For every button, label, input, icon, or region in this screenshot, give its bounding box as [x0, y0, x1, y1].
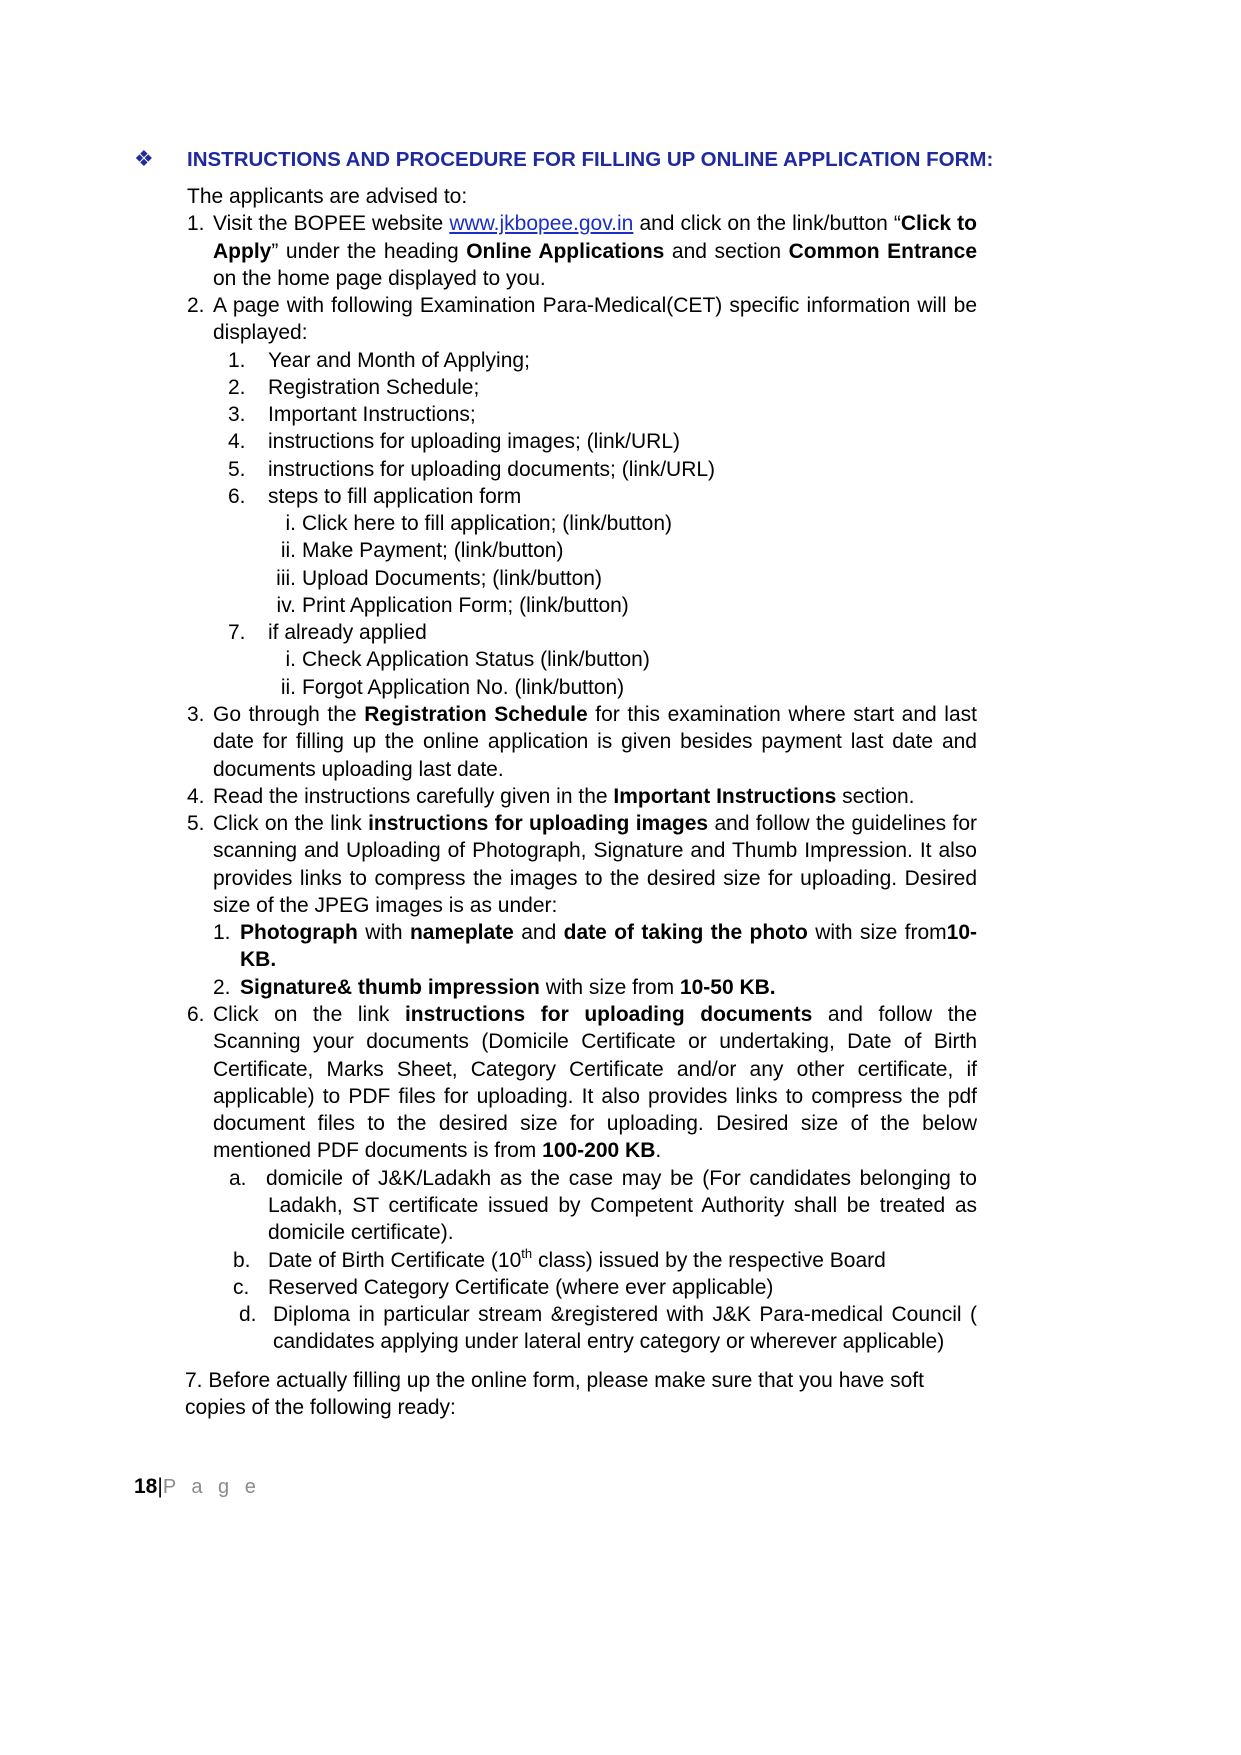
sub-item: Year and Month of Applying;: [268, 349, 530, 372]
item7-line2: copies of the following ready:: [185, 1396, 456, 1419]
sub-number: 2.: [228, 376, 246, 399]
step-item: Make Payment; (link/button): [302, 539, 564, 562]
item3-line2: date for filling up the online application is given besides payment last date and: [213, 730, 977, 753]
item5-line1: Click on the link instructions for uploading images and follow the guidelines for: [213, 812, 977, 835]
item1-line1: Visit the BOPEE website www.jkbopee.gov.in and click on the link/button “Click to: [213, 212, 977, 235]
photo-size-line2: KB.: [240, 948, 277, 971]
doc-a-line3: domicile certificate).: [268, 1221, 454, 1244]
sub-number: 7.: [228, 621, 246, 644]
item6-line6: mentioned PDF documents is from 100-200 KB.: [213, 1139, 662, 1162]
step-item: Upload Documents; (link/button): [302, 567, 602, 590]
item5-line4: size of the JPEG images is as under:: [213, 894, 558, 917]
doc-letter: a.: [229, 1167, 247, 1190]
intro-text: The applicants are advised to:: [187, 185, 468, 208]
item5-line3: provides links to compress the images to the desired size for uploading. Desired: [213, 867, 977, 890]
step-item: Click here to fill application; (link/button): [302, 512, 673, 535]
page-label: P a g e: [162, 1476, 261, 1498]
applied-item: Forgot Application No. (link/button): [302, 676, 625, 699]
item-number: 5.: [187, 812, 205, 835]
sub-item: Important Instructions;: [268, 403, 476, 426]
item3-line1: Go through the Registration Schedule for this examination where start and last: [213, 703, 977, 726]
footer-separator: |: [157, 1475, 163, 1498]
roman-number: iii.: [276, 567, 296, 590]
sub-item: Registration Schedule;: [268, 376, 480, 399]
item-number: 3.: [187, 703, 205, 726]
item4-line1: Read the instructions carefully given in the Important Instructions section.: [213, 785, 915, 808]
doc-letter: c.: [233, 1276, 250, 1299]
doc-b-line: Date of Birth Certificate (10th class) issued by the respective Board: [268, 1246, 886, 1272]
doc-a-line1: domicile of J&K/Ladakh as the case may be (For candidates belonging to: [266, 1167, 977, 1190]
applied-item: Check Application Status (link/button): [302, 648, 650, 671]
page-number: 18: [134, 1475, 158, 1498]
item-number: 2.: [187, 294, 205, 317]
item6-line1: Click on the link instructions for uploading documents and follow the: [213, 1003, 977, 1026]
item6-line4: applicable) to PDF files for uploading. It also provides links to compress the pdf: [213, 1085, 977, 1108]
sub-item: instructions for uploading documents; (link/URL): [268, 458, 716, 481]
item-number: 1.: [187, 212, 205, 235]
roman-number: iv.: [276, 594, 296, 617]
doc-d-line2: candidates applying under lateral entry category or wherever applicable): [273, 1330, 945, 1353]
doc-letter: d.: [239, 1303, 257, 1326]
item3-line3: documents uploading last date.: [213, 758, 504, 781]
sub-item: instructions for uploading images; (link/URL): [268, 430, 681, 453]
sub-item: steps to fill application form: [268, 485, 522, 508]
item6-line5: document files to the desired size for uploading. Desired size of the below: [213, 1112, 977, 1135]
sub-number: 5.: [228, 458, 246, 481]
item6-line2: Scanning your documents (Domicile Certificate or undertaking, Date of Birth: [213, 1030, 977, 1053]
step-item: Print Application Form; (link/button): [302, 594, 629, 617]
item5-line2: scanning and Uploading of Photograph, Signature and Thumb Impression. It also: [213, 839, 977, 862]
item1-line2: Apply” under the heading Online Applications and section Common Entrance: [213, 240, 977, 263]
sub-item: if already applied: [268, 621, 427, 644]
sub-number: 4.: [228, 430, 246, 453]
sub-number: 1.: [213, 921, 231, 944]
signature-size-line: Signature& thumb impression with size from 10-50 KB.: [240, 976, 776, 999]
doc-a-line2: Ladakh, ST certificate issued by Competent Authority shall be treated as: [268, 1194, 977, 1217]
item-number: 6.: [187, 1003, 205, 1026]
doc-d-line1: Diploma in particular stream &registered with J&K Para-medical Council (: [273, 1303, 977, 1326]
item-number: 4.: [187, 785, 205, 808]
section-heading: INSTRUCTIONS AND PROCEDURE FOR FILLING UP ONLINE APPLICATION FORM:: [187, 148, 994, 171]
roman-number: ii.: [280, 539, 296, 562]
diamond-bullet-icon: ❖: [134, 146, 154, 171]
sub-number: 6.: [228, 485, 246, 508]
item1-line3: on the home page displayed to you.: [213, 267, 546, 290]
roman-number: i.: [285, 512, 296, 535]
roman-number: i.: [285, 648, 296, 671]
doc-letter: b.: [233, 1249, 251, 1272]
item2-line2: displayed:: [213, 321, 308, 344]
bopee-website-link[interactable]: www.jkbopee.gov.in: [449, 212, 634, 235]
photo-size-line1: Photograph with nameplate and date of taking the photo with size from10-: [240, 921, 977, 944]
doc-c-line: Reserved Category Certificate (where ever applicable): [268, 1276, 774, 1299]
item7-line1: 7. Before actually filling up the online form, please make sure that you have soft: [185, 1369, 924, 1392]
sub-number: 2.: [213, 976, 231, 999]
roman-number: ii.: [280, 676, 296, 699]
sub-number: 1.: [228, 349, 246, 372]
item2-line1: A page with following Examination Para-Medical(CET) specific information will be: [213, 294, 977, 317]
page-footer: [134, 1472, 261, 1502]
item6-line3: Certificate, Marks Sheet, Category Certificate and/or any other certificate, if: [213, 1058, 977, 1081]
sub-number: 3.: [228, 403, 246, 426]
